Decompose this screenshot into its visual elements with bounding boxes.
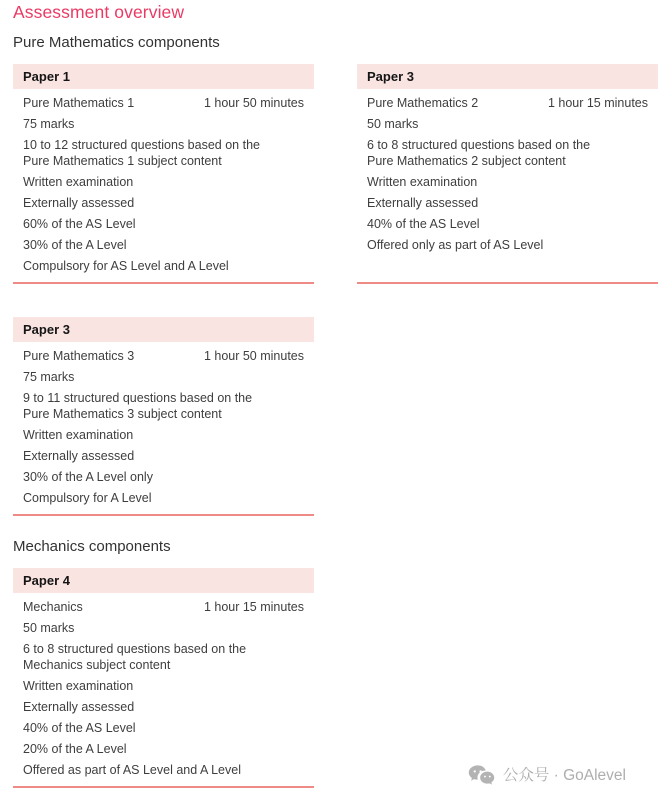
- paper-3-pm3-body: [13, 342, 314, 514]
- questions-line-2: Pure Mathematics 3 subject content: [23, 407, 222, 421]
- pure-math-section-heading: Pure Mathematics components: [13, 34, 220, 51]
- marks-row: 75 marks: [23, 117, 75, 131]
- detail-row: 30% of the A Level: [23, 238, 127, 252]
- detail-row: 40% of the AS Level: [23, 721, 136, 735]
- mechanics-section-heading: Mechanics components: [13, 538, 171, 555]
- paper-1-header-label: Paper 1: [23, 69, 70, 84]
- component-duration-row: [23, 95, 304, 111]
- watermark: [468, 763, 626, 789]
- paper-3-pm2-header-band: [357, 64, 658, 89]
- detail-row: Externally assessed: [367, 196, 479, 210]
- questions-line-2: Pure Mathematics 1 subject content: [23, 154, 222, 168]
- questions-row: [23, 137, 304, 169]
- questions-line-2: Pure Mathematics 2 subject content: [367, 154, 566, 168]
- detail-row: Offered as part of AS Level and A Level: [23, 763, 241, 777]
- paper-3-pm2-header-label: Paper 3: [367, 69, 414, 84]
- component-duration: 1 hour 15 minutes: [203, 600, 304, 614]
- detail-row: Compulsory for A Level: [23, 491, 152, 505]
- component-name: Pure Mathematics 1: [23, 96, 135, 110]
- questions-line-1: 6 to 8 structured questions based on the: [367, 138, 591, 152]
- component-name: Pure Mathematics 3: [23, 349, 135, 363]
- marks-row: 75 marks: [23, 370, 75, 384]
- mechanics-cards-row: [13, 568, 658, 788]
- detail-row: 30% of the A Level only: [23, 470, 153, 484]
- component-duration: 1 hour 50 minutes: [203, 349, 304, 363]
- component-duration-row: [23, 599, 304, 615]
- detail-row: Externally assessed: [23, 449, 135, 463]
- wechat-icon: [468, 764, 495, 788]
- component-name: Mechanics: [23, 600, 83, 614]
- detail-row: Compulsory for AS Level and A Level: [23, 259, 229, 273]
- questions-line-2: Mechanics subject content: [23, 658, 171, 672]
- paper-1-card: [13, 64, 314, 284]
- questions-line-1: 6 to 8 structured questions based on the: [23, 642, 247, 656]
- questions-row: [23, 641, 304, 673]
- component-duration-row: [23, 348, 304, 364]
- detail-row: 40% of the AS Level: [367, 217, 480, 231]
- paper-4-body: [13, 593, 314, 786]
- questions-line-1: 10 to 12 structured questions based on the: [23, 138, 260, 152]
- questions-row: [23, 390, 304, 422]
- component-duration: 1 hour 50 minutes: [203, 96, 304, 110]
- paper-4-header-band: [13, 568, 314, 593]
- pure-math-cards-row-2: [13, 317, 658, 516]
- marks-row: 50 marks: [367, 117, 419, 131]
- component-duration-row: [367, 95, 648, 111]
- detail-row: Externally assessed: [23, 700, 135, 714]
- detail-row: Offered only as part of AS Level: [367, 238, 544, 252]
- watermark-text: 公众号 · GoAlevel: [502, 767, 626, 784]
- pure-math-cards-row-1: [13, 64, 658, 284]
- detail-row: Written examination: [23, 175, 134, 189]
- marks-row: 50 marks: [23, 621, 75, 635]
- paper-3-pm3-header-band: [13, 317, 314, 342]
- paper-1-body: [13, 89, 314, 282]
- detail-row: Written examination: [23, 679, 134, 693]
- detail-row: 20% of the A Level: [23, 742, 127, 756]
- detail-row: Written examination: [367, 175, 478, 189]
- detail-row: Externally assessed: [23, 196, 135, 210]
- paper-3-pm3-card: [13, 317, 314, 516]
- detail-row: 60% of the AS Level: [23, 217, 136, 231]
- paper-3-pm2-body: [357, 89, 658, 282]
- paper-3-pm2-card: [357, 64, 658, 284]
- detail-row: Written examination: [23, 428, 134, 442]
- paper-4-header-label: Paper 4: [23, 573, 70, 588]
- questions-line-1: 9 to 11 structured questions based on the: [23, 391, 253, 405]
- page-title: Assessment overview: [13, 2, 185, 22]
- component-name: Pure Mathematics 2: [367, 96, 479, 110]
- questions-row: [367, 137, 648, 169]
- paper-4-card: [13, 568, 314, 788]
- paper-3-pm3-header-label: Paper 3: [23, 322, 70, 337]
- component-duration: 1 hour 15 minutes: [547, 96, 648, 110]
- paper-1-header-band: [13, 64, 314, 89]
